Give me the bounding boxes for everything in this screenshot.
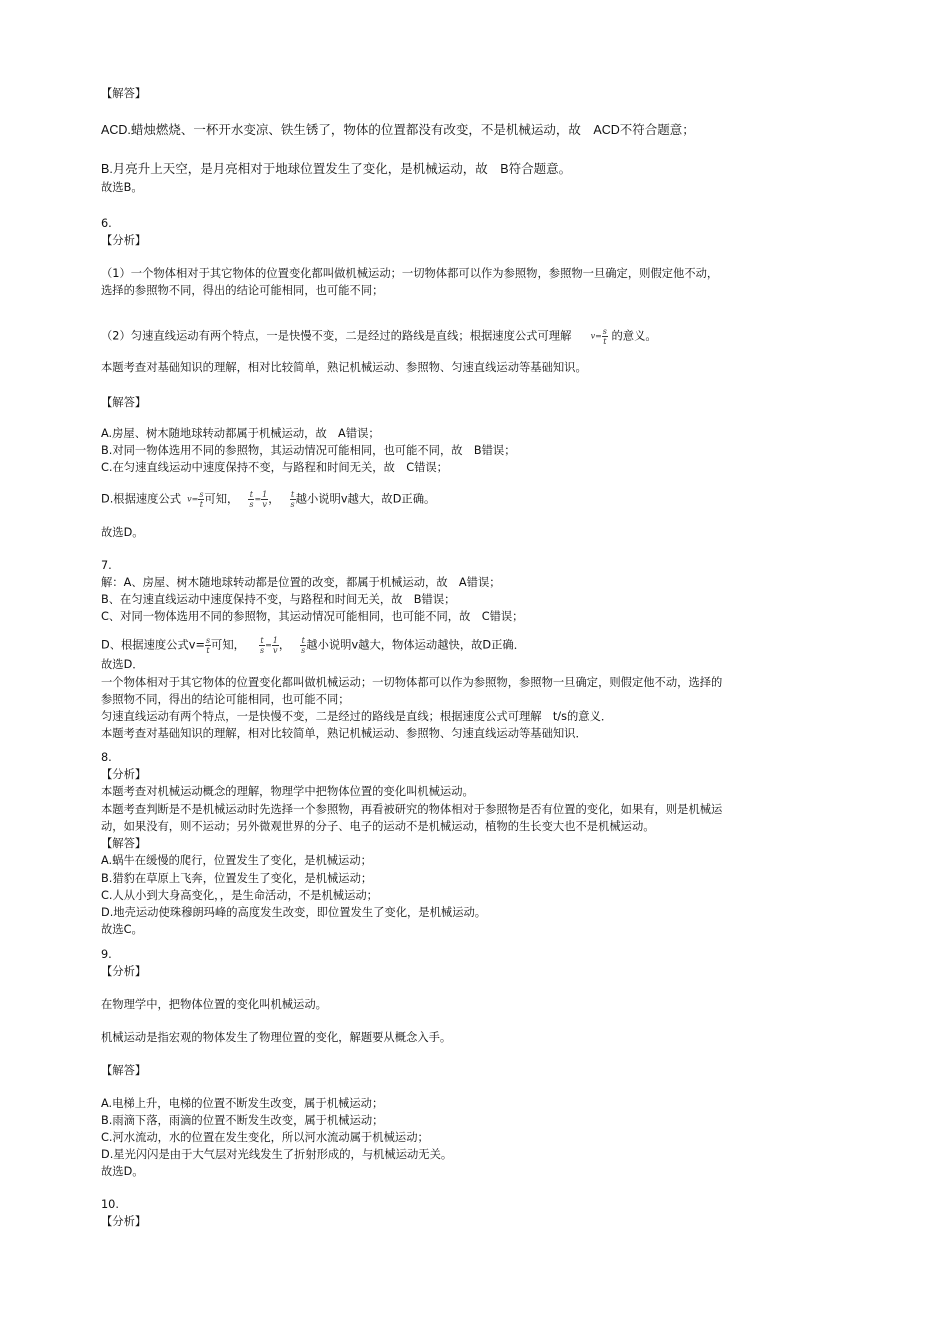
formula-equals: =: [265, 640, 272, 650]
formula-t-over-s: $\frac{t}{s}$: [290, 490, 295, 509]
analysis-line-1: 本题考查对机械运动概念的理解，物理学中把物体位置的变化叫机械运动。: [101, 785, 474, 798]
answer-line-acd: ACD.蜡烛燃烧、一杯开水变凉、铁生锈了，物体的位置都没有改变，不是机械运动，故 ACD不符合题意；: [101, 123, 695, 137]
solution-line-4-prefix: D、根据速度公式v=: [101, 638, 205, 652]
formula-t-over-s: $\frac{t}{s}$: [249, 490, 254, 509]
question-number-7: 7.: [101, 559, 112, 572]
formula-equals: =: [254, 494, 262, 504]
analysis-line-3: 动，如果没有，则不运动；另外微观世界的分子、电子的运动不是机械运动，植物的生长变大也不是机械运动。: [101, 820, 655, 833]
answer-conclusion: 故选C。: [101, 923, 143, 936]
analysis-heading: 【分析】: [101, 1215, 147, 1228]
question-number-9: 9.: [101, 948, 112, 961]
analysis-heading: 【分析】: [101, 965, 147, 978]
answer-conclusion: 故选B。: [101, 181, 143, 194]
analysis-line-1: 在物理学中，把物体位置的变化叫机械运动。: [101, 998, 327, 1011]
question-number-8: 8.: [101, 751, 112, 764]
formula-1-over-v: $\frac{1}{v}$: [262, 490, 268, 509]
formula-comma: ，: [278, 638, 291, 652]
formula-t-over-s: $\frac{t}{s}$: [301, 636, 306, 655]
solution-line-7: 参照物不同，得出的结论可能相同，也可能不同；: [101, 693, 350, 706]
solution-line-4-mid: 可知，: [211, 638, 245, 652]
solution-line-1: 解：A、房屋、树木随地球转动都是位置的改变，都属于机械运动，故 A错误；: [101, 576, 501, 589]
solution-line-9: 本题考查对基础知识的理解，相对比较简单，熟记机械运动、参照物、匀速直线运动等基础知识．: [101, 727, 587, 740]
solution-line-6: 一个物体相对于其它物体的位置变化都叫做机械运动；一切物体都可以作为参照物，参照物一旦确定，则假定他不动，选择的: [101, 676, 723, 689]
option-d-mid: 可知，: [204, 492, 239, 506]
answer-option-c: C.人从小到大身高变化，，是生命活动，不是机械运动；: [101, 889, 378, 902]
answer-option-a: A.房屋、树木随地球转动都属于机械运动，故 A错误；: [101, 427, 380, 440]
answer-heading: 【解答】: [101, 87, 147, 100]
answer-heading: 【解答】: [101, 837, 147, 850]
question-number-10: 10.: [101, 1198, 119, 1211]
answer-conclusion: 故选D。: [101, 1165, 144, 1178]
answer-option-d: D.星光闪闪是由于大气层对光线发生了折射形成的，与机械运动无关。: [101, 1148, 453, 1161]
answer-option-a: A.蜗牛在缓慢的爬行，位置发生了变化，是机械运动；: [101, 854, 372, 867]
answer-option-d: [101, 490, 435, 509]
answer-option-d: D.地壳运动使珠穆朗玛峰的高度发生改变，即位置发生了变化，是机械运动。: [101, 906, 487, 919]
option-d-end: 越小说明v越大，故D正确。: [295, 492, 436, 506]
option-d-prefix: D.根据速度公式: [101, 492, 182, 506]
formula-comma: ，: [268, 492, 280, 506]
analysis-line-3: 本题考查对基础知识的理解，相对比较简单，熟记机械运动、参照物、匀速直线运动等基础知识。: [101, 361, 587, 374]
solution-line-8: 匀速直线运动有两个特点，一是快慢不变，二是经过的路线是直线；根据速度公式可理解 t/s的意义．: [101, 710, 613, 723]
analysis-heading: 【分析】: [101, 234, 147, 247]
answer-heading: 【解答】: [101, 396, 147, 409]
formula-v-label: v=: [590, 331, 602, 341]
solution-line-5: 故选D．: [101, 658, 144, 671]
answer-option-b: B.雨滴下落，雨滴的位置不断发生改变，属于机械运动；: [101, 1114, 384, 1127]
solution-line-4: [101, 636, 525, 655]
analysis-line-2: 机械运动是指宏观的物体发生了物理位置的变化，解题要从概念入手。: [101, 1031, 452, 1044]
answer-option-b: B.对同一物体选用不同的参照物，其运动情况可能相同，也可能不同，故 B错误；: [101, 444, 516, 457]
answer-option-c: C.河水流动，水的位置在发生变化，所以河水流动属于机械运动；: [101, 1131, 429, 1144]
analysis-line-2-end: 的意义。: [611, 329, 657, 343]
solution-line-4-end: 越小说明v越大，物体运动越快，故D正确．: [306, 638, 526, 652]
solution-line-2: B、在匀速直线运动中速度保持不变，与路程和时间无关，故 B错误；: [101, 593, 456, 606]
answer-conclusion: 故选D。: [101, 526, 144, 539]
formula-t-over-s: $\frac{t}{s}$: [259, 636, 265, 655]
analysis-line-2-text: （2）匀速直线运动有两个特点，一是快慢不变，二是经过的路线是直线；根据速度公式可理解: [101, 329, 572, 343]
answer-heading: 【解答】: [101, 1064, 147, 1077]
answer-option-b: B.猎豹在草原上飞奔，位置发生了变化，是机械运动；: [101, 872, 373, 885]
analysis-heading: 【分析】: [101, 768, 147, 781]
analysis-line-2: [101, 327, 657, 346]
formula-s-over-t: $\frac{s}{t}$: [205, 636, 211, 655]
analysis-line-1: （1）一个物体相对于其它物体的位置变化都叫做机械运动；一切物体都可以作为参照物，参照物一旦确定，则假定他不动，: [101, 267, 719, 280]
formula-v-label: v=: [187, 494, 199, 504]
formula-s-over-t: $\frac{s}{t}$: [602, 327, 607, 346]
solution-line-3: C、对同一物体选用不同的参照物，其运动情况可能相同，也可能不同，故 C错误；: [101, 610, 524, 623]
analysis-line-2: 本题考查判断是不是机械运动时先选择一个参照物，再看被研究的物体相对于参照物是否有位置的变化，如果有，则是机械运: [101, 803, 723, 816]
analysis-line-1b: 选择的参照物不同，得出的结论可能相同，也可能不同；: [101, 284, 384, 297]
question-number-6: 6.: [101, 217, 112, 230]
answer-line-b: B.月亮升上天空，是月亮相对于地球位置发生了变化，是机械运动，故 B符合题意。: [101, 162, 572, 176]
formula-1-over-v: $\frac{1}{v}$: [272, 636, 278, 655]
answer-option-a: A.电梯上升，电梯的位置不断发生改变，属于机械运动；: [101, 1097, 384, 1110]
formula-s-over-t: $\frac{s}{t}$: [199, 490, 204, 509]
answer-option-c: C.在匀速直线运动中速度保持不变，与路程和时间无关，故 C错误；: [101, 461, 448, 474]
